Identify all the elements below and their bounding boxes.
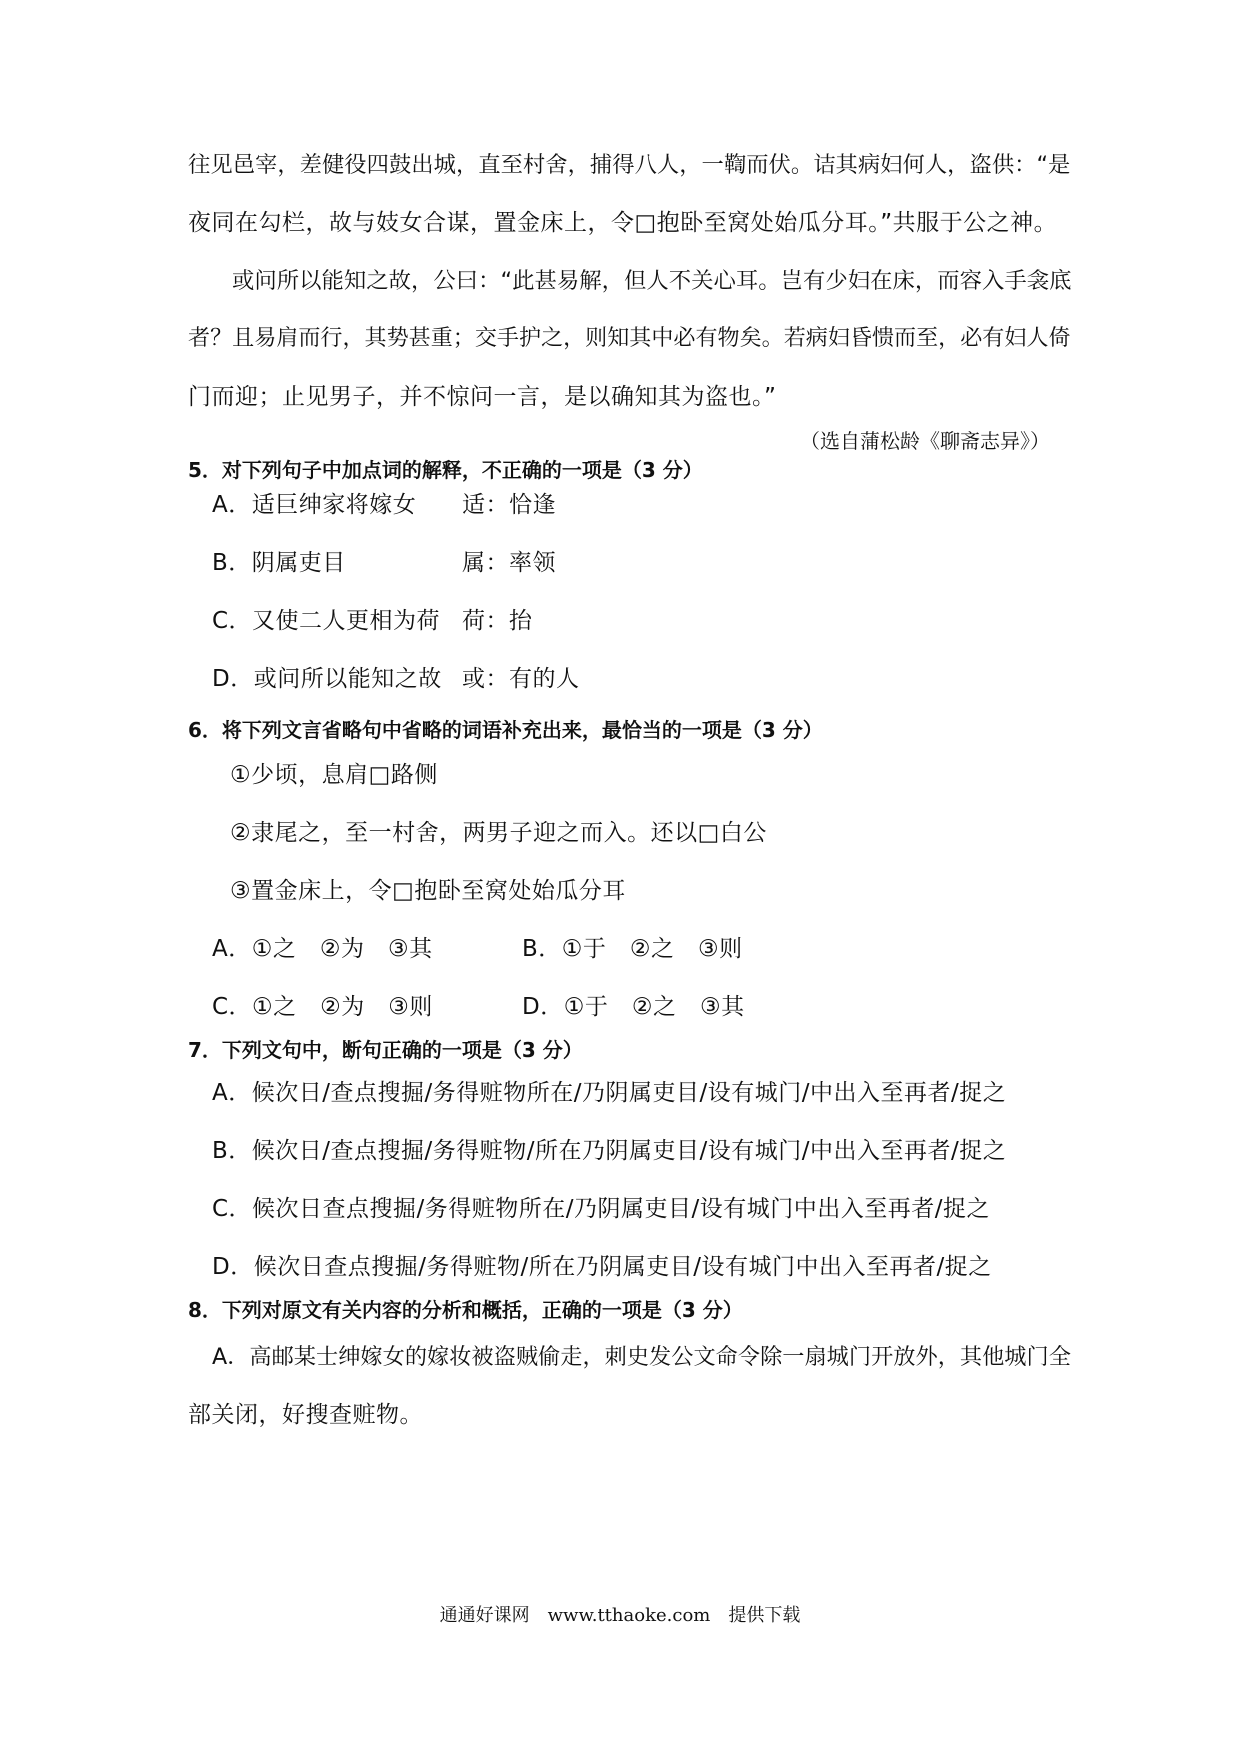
page-footer: 通通好课网 www.tthaoke.com 提供下载	[439, 1605, 801, 1626]
question-8-option-a-line-2: 部关闭，好搜查赃物。	[188, 1402, 423, 1428]
passage-source: （选自蒲松龄《聊斋志异》）	[800, 429, 1050, 453]
option-a: A．①之 ②为 ③其	[212, 936, 433, 962]
question-6-sentence-1: ①少顷，息肩□路侧	[230, 762, 438, 788]
option-gloss: 适：恰逢	[462, 492, 556, 518]
question-5-option-d	[212, 664, 580, 694]
option-text: B．阴属吏目	[212, 550, 346, 576]
passage-line-4: 者？且易肩而行，其势甚重；交手护之，则知其中必有物矣。若病妇昏愦而至，必有妇人倚	[188, 326, 1071, 351]
passage-line-2: 夜同在勾栏，故与妓女合谋，置金床上，令□抱卧至窝处始瓜分耳。”共服于公之神。	[188, 210, 1058, 236]
option-d: D．①于 ②之 ③其	[522, 994, 745, 1020]
option-text: D．或问所以能知之故	[212, 666, 442, 692]
question-6-title: 6．将下列文言省略句中省略的词语补充出来，最恰当的一项是（3 分）	[188, 718, 823, 742]
question-5-option-a	[212, 490, 556, 520]
question-7-option-d: D．候次日查点搜掘/务得赃物/所在乃阴属吏目/设有城门中出入至再者/捉之	[212, 1254, 992, 1280]
question-7-option-b: B．候次日/查点搜掘/务得赃物/所在乃阴属吏目/设有城门/中出入至再者/捉之	[212, 1138, 1007, 1164]
question-8-title: 8．下列对原文有关内容的分析和概括，正确的一项是（3 分）	[188, 1298, 743, 1322]
option-text: A．适巨绅家将嫁女	[212, 492, 417, 518]
question-5-option-c	[212, 606, 533, 636]
option-b: B．①于 ②之 ③则	[522, 936, 743, 962]
question-7-title: 7．下列文句中，断句正确的一项是（3 分）	[188, 1038, 583, 1062]
question-7-option-a: A．候次日/查点搜掘/务得赃物所在/乃阴属吏目/设有城门/中出入至再者/捉之	[212, 1080, 1007, 1106]
passage-line-1: 往见邑宰，差健役四鼓出城，直至村舍，捕得八人，一鞫而伏。诘其病妇何人，盗供：“是	[188, 152, 1071, 178]
question-6-options-row-2	[212, 992, 745, 1022]
question-5-title: 5．对下列句子中加点词的解释，不正确的一项是（3 分）	[188, 458, 703, 482]
option-text: C．又使二人更相为荷	[212, 608, 441, 634]
option-c: C．①之 ②为 ③则	[212, 994, 433, 1020]
passage-line-3: 或问所以能知之故，公曰：“此甚易解，但人不关心耳。岂有少妇在床，而容入手衾底	[232, 268, 1072, 294]
option-gloss: 属：率领	[462, 550, 556, 576]
question-7-option-c: C．候次日查点搜掘/务得赃物所在/乃阴属吏目/设有城门中出入至再者/捉之	[212, 1196, 991, 1222]
question-8-option-a-line-1: A．高邮某士绅嫁女的嫁妆被盗贼偷走，刺史发公文命令除一扇城门开放外，其他城门全	[212, 1344, 1071, 1370]
question-6-sentence-3: ③置金床上，令□抱卧至窝处始瓜分耳	[230, 878, 626, 904]
question-6-options-row-1	[212, 934, 743, 964]
option-gloss: 或：有的人	[462, 666, 580, 692]
question-6-sentence-2: ②隶尾之，至一村舍，两男子迎之而入。还以□白公	[230, 820, 767, 846]
question-5-option-b	[212, 548, 556, 578]
passage-line-5: 门而迎；止见男子，并不惊问一言，是以确知其为盗也。”	[188, 384, 777, 410]
option-gloss: 荷：抬	[462, 608, 533, 634]
